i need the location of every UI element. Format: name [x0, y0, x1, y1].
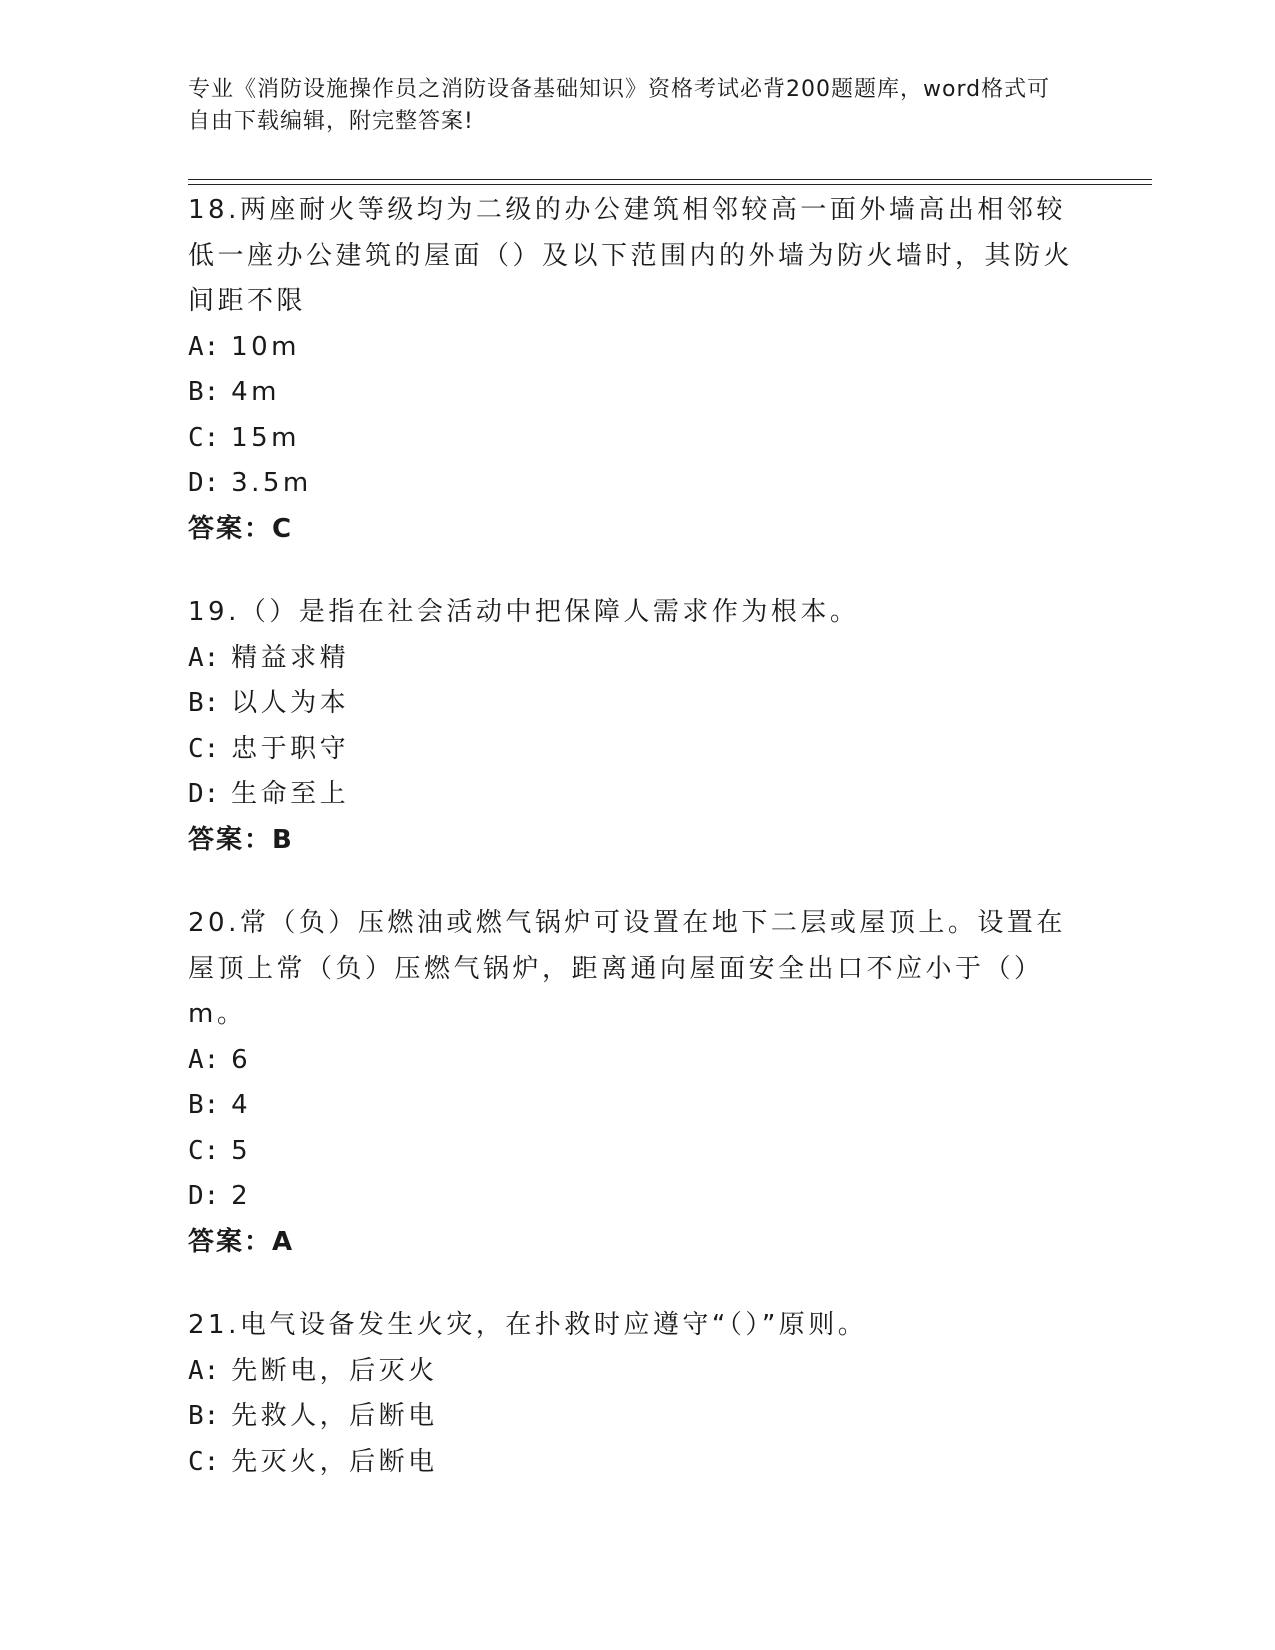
question-number: 18.: [188, 195, 240, 225]
option-text: 以人为本: [231, 688, 350, 718]
question-text: [188, 590, 1088, 636]
question-text: [188, 901, 1088, 1038]
option-text: 15m: [231, 422, 300, 453]
option-text: 5: [231, 1135, 252, 1166]
question-body: （）是指在社会活动中把保障人需求作为根本。: [239, 597, 860, 627]
option-text: 4m: [231, 377, 280, 407]
option-letter: A:: [188, 1044, 220, 1075]
option-c: [188, 727, 1088, 773]
option-text: 4: [231, 1090, 252, 1120]
question-body: 电气设备发生火灾，在扑救时应遵守“（）”原则。: [239, 1310, 868, 1340]
option-text: 10m: [231, 331, 300, 362]
option-letter: B:: [188, 377, 220, 407]
option-text: 忠于职守: [231, 733, 350, 764]
question-list: [188, 188, 1088, 1523]
option-text: 先救人，后断电: [231, 1401, 438, 1431]
question-body: 两座耐火等级均为二级的办公建筑相邻较高一面外墙高出相邻较低一座办公建筑的屋面（）及以下范围内的外墙为防火墙时，其防火间距不限: [188, 195, 1074, 316]
option-d: [188, 461, 1088, 507]
option-d: [188, 772, 1088, 818]
option-letter: C:: [188, 1446, 220, 1477]
option-a: [188, 1349, 1088, 1395]
answer: 答案：B: [188, 824, 294, 855]
question-body: 常（负）压燃油或燃气锅炉可设置在地下二层或屋顶上。设置在屋顶上常（负）压燃气锅炉，距离通向屋面安全出口不应小于（）m。: [188, 908, 1066, 1029]
option-c: [188, 1440, 1088, 1486]
question-number: 20.: [188, 908, 240, 938]
option-letter: A:: [188, 331, 220, 362]
answer: 答案：C: [188, 513, 294, 544]
option-text: 先断电，后灭火: [231, 1355, 438, 1386]
option-a: [188, 636, 1088, 682]
question-number: 21.: [188, 1310, 240, 1340]
option-text: 6: [231, 1044, 252, 1075]
option-b: [188, 370, 1088, 416]
option-letter: A:: [188, 1355, 220, 1386]
option-b: [188, 681, 1088, 727]
option-text: 先灭火，后断电: [231, 1446, 438, 1477]
question-18: [188, 188, 1088, 552]
header-divider-bottom: [188, 184, 1152, 185]
option-letter: D:: [188, 1181, 220, 1211]
option-a: [188, 325, 1088, 371]
answer: 答案：A: [188, 1226, 295, 1257]
option-letter: D:: [188, 779, 220, 809]
option-letter: B:: [188, 688, 220, 718]
option-d: [188, 1174, 1088, 1220]
option-letter: C:: [188, 422, 220, 453]
option-text: 生命至上: [231, 779, 350, 809]
question-21: [188, 1303, 1088, 1485]
option-letter: C:: [188, 733, 220, 764]
question-19: [188, 590, 1088, 863]
option-letter: B:: [188, 1401, 220, 1431]
header-divider-top: [188, 179, 1152, 180]
option-a: [188, 1038, 1088, 1084]
option-letter: A:: [188, 642, 220, 673]
question-text: [188, 188, 1088, 325]
document-header: [188, 74, 1068, 138]
question-20: [188, 901, 1088, 1265]
option-letter: C:: [188, 1135, 220, 1166]
option-b: [188, 1394, 1088, 1440]
header-title: 专业《消防设施操作员之消防设备基础知识》资格考试必背200题题库，word格式可自由下载编辑，附完整答案!: [188, 77, 1051, 134]
question-number: 19.: [188, 597, 240, 627]
option-c: [188, 1129, 1088, 1175]
option-letter: D:: [188, 468, 220, 498]
option-text: 2: [231, 1181, 252, 1211]
option-text: 3.5m: [231, 468, 312, 498]
option-c: [188, 416, 1088, 462]
option-letter: B:: [188, 1090, 220, 1120]
option-b: [188, 1083, 1088, 1129]
question-text: [188, 1303, 1088, 1349]
option-text: 精益求精: [231, 642, 350, 673]
